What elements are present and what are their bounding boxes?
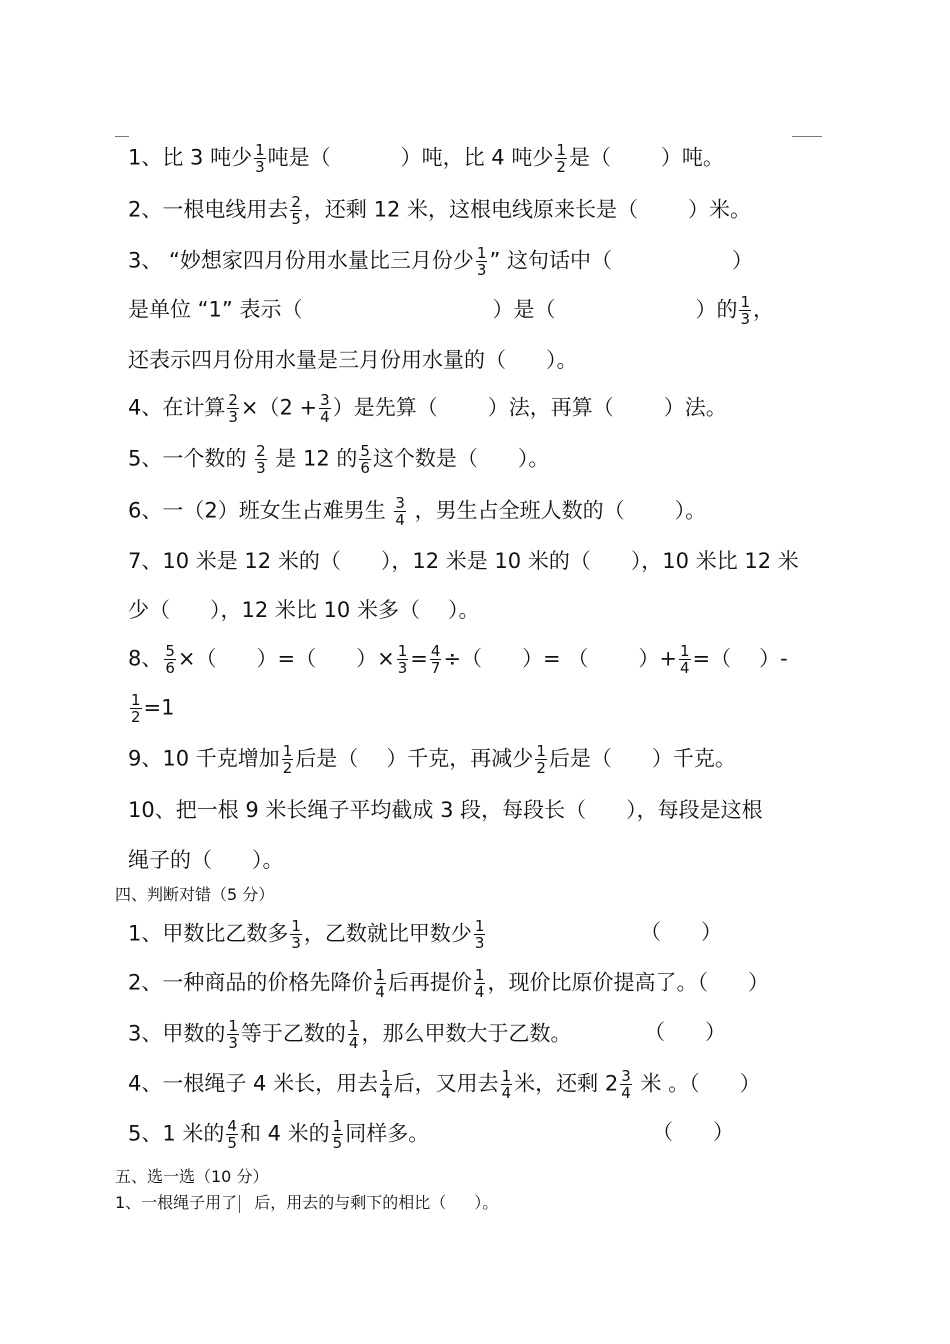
fraction-placeholder	[239, 1195, 240, 1213]
fraction: $\frac{1}{4}$	[375, 966, 385, 1001]
corner-mark-left	[115, 136, 129, 137]
question-7-line-2: 少（ ），12 米比 10 米多（ ）。	[128, 598, 480, 622]
question-3: 3、 “妙想家四月份用水量比三月份少 $\frac{1}{3}$ ” 这句话中（ ）	[128, 244, 754, 279]
question-3-line-2: 是单位 “1” 表示（ ）是（ ）的 $\frac{1}{3}$ ，	[128, 293, 775, 328]
judge-4: 4、一根绳子 4 米长，用去 $\frac{1}{4}$ 后，又用去 $\frac{1}{4}$ 米，还剩 2 $\frac{3}{4}$ 米 。（ ）	[128, 1067, 761, 1102]
fraction: $\frac{1}{4}$	[501, 1067, 512, 1102]
question-10: 10、把一根 9 米长绳子平均截成 3 段，每段长（ ），每段是这根	[128, 798, 763, 822]
question-10-line-2: 绳子的（ ）。	[128, 848, 284, 872]
judge-5-answer: （ ）	[652, 1120, 734, 1144]
question-8: 8、 $\frac{5}{6}$ ×（ ）=（ ）× $\frac{1}{3}$ = $\frac{4}{7}$ ÷（ ）= （ ）+ $\frac{1}{4}$ =（ ）-	[128, 642, 788, 677]
judge-1-answer: （ ）	[640, 920, 722, 944]
fraction: $\frac{1}{3}$	[474, 917, 485, 952]
fraction: $\frac{5}{6}$	[360, 442, 370, 477]
judge-2: 2、一种商品的价格先降价 $\frac{1}{4}$ 后再提价 $\frac{1}{4}$ ，现价比原价提高了。（ ）	[128, 966, 769, 1001]
fraction: $\frac{1}{3}$	[476, 244, 487, 279]
fraction: $\frac{4}{7}$	[430, 642, 441, 677]
fraction: $\frac{1}{3}$	[291, 917, 301, 952]
question-3-line-3: 还表示四月份用水量是三月份用水量的（ ）。	[128, 348, 578, 372]
fraction: $\frac{1}{2}$	[536, 742, 546, 777]
fraction: $\frac{3}{4}$	[395, 494, 405, 529]
fraction: $\frac{2}{3}$	[228, 391, 238, 426]
question-9: 9、10 千克增加 $\frac{1}{2}$ 后是（ ）千克，再减少 $\frac{1}{2}$ 后是（ ）千克。	[128, 742, 736, 777]
judge-3: 3、甲数的 $\frac{1}{3}$ 等于乙数的 $\frac{1}{4}$ ，那么甲数大于乙数。	[128, 1017, 572, 1052]
corner-mark-right	[792, 136, 822, 137]
judge-3-answer: （ ）	[644, 1020, 726, 1044]
fraction: $\frac{1}{4}$	[474, 966, 485, 1001]
choice-1: 1、一根绳子用了 后，用去的与剩下的相比（ ）。	[115, 1193, 499, 1212]
section-5-heading: 五、选一选（10 分）	[115, 1167, 269, 1186]
question-8-line-2: $\frac{1}{2}$ =1	[131, 691, 175, 726]
fraction: $\frac{2}{5}$	[291, 193, 301, 228]
fraction: $\frac{4}{5}$	[227, 1117, 237, 1152]
question-5: 5、一个数的 $\frac{2}{3}$ 是 12 的 $\frac{5}{6}$ 这个数是（ ）。	[128, 442, 550, 477]
fraction: $\frac{1}{3}$	[255, 141, 265, 176]
fraction: $\frac{1}{3}$	[740, 293, 751, 328]
fraction: $\frac{2}{3}$	[256, 442, 266, 477]
fraction: $\frac{1}{5}$	[332, 1117, 343, 1152]
question-1: 1、比 3 吨少 $\frac{1}{3}$ 吨是（ ）吨，比 4 吨少 $\frac{1}{2}$ 是（ ）吨。	[128, 141, 724, 176]
question-4: 4、在计算 $\frac{2}{3}$ ×（2 + $\frac{3}{4}$ ）是先算（ ）法，再算（ ）法。	[128, 391, 727, 426]
fraction: $\frac{1}{3}$	[397, 642, 408, 677]
fraction: $\frac{5}{6}$	[165, 642, 175, 677]
fraction: $\frac{1}{4}$	[679, 642, 690, 677]
fraction: $\frac{1}{3}$	[228, 1017, 238, 1052]
question-6: 6、一（2）班女生占难男生 $\frac{3}{4}$ ，男生占全班人数的（ ）。	[128, 494, 707, 529]
fraction: $\frac{3}{4}$	[621, 1067, 631, 1102]
fraction: $\frac{3}{4}$	[320, 391, 330, 426]
question-7: 7、10 米是 12 米的（ ），12 米是 10 米的（ ），10 米比 12 米	[128, 549, 799, 573]
fraction: $\frac{1}{4}$	[381, 1067, 391, 1102]
fraction: $\frac{1}{2}$	[556, 141, 566, 176]
fraction: $\frac{1}{2}$	[282, 742, 293, 777]
question-2: 2、一根电线用去 $\frac{2}{5}$ ，还剩 12 米，这根电线原来长是（ ）米。	[128, 193, 751, 228]
fraction: $\frac{1}{2}$	[131, 691, 141, 726]
judge-1: 1、甲数比乙数多 $\frac{1}{3}$ ，乙数就比甲数少 $\frac{1}{3}$	[128, 917, 485, 952]
judge-5: 5、1 米的 $\frac{4}{5}$ 和 4 米的 $\frac{1}{5}$ 同样多。	[128, 1117, 430, 1152]
fraction: $\frac{1}{4}$	[348, 1017, 359, 1052]
section-4-heading: 四、判断对错（5 分）	[115, 885, 275, 904]
